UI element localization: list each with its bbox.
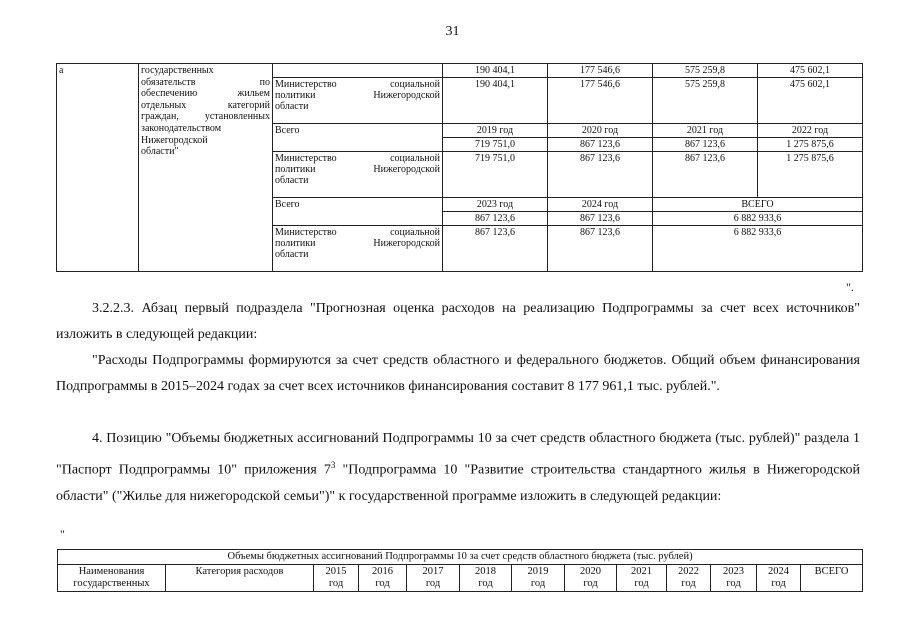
total-label: Всего xyxy=(273,198,443,226)
table-title: Объемы бюджетных ассигнований Подпрограммы 10 за счет средств областного бюджета (тыс. рублей) xyxy=(58,550,863,565)
paragraph-item-4: 4. Позицию "Объемы бюджетных ассигнований Подпрограммы 10 за счет средств областного бюджета (тыс. рублей)" раздела 1 "Паспорт Подпрограммы 10" приложения $7^3$ "Подпрограмма 10 "Развитие строительства стандартного жилья в Нижегородской области" ("Жилье для нижегородской семьи")" к государственной программе изложить в следующей редакции: xyxy=(56,431,860,504)
value-cell: 575 259,8 xyxy=(653,64,758,78)
paragraph-expenses-quote: "Расходы Подпрограммы формируются за счет средств областного и федерального бюджетов. Общий объем финансирования Подпрограммы в 2015–2024 годах за счет всех источников финансирования составит 8 177 961,1 тыс. рублей.". xyxy=(56,353,860,394)
header-year: 2018 год xyxy=(460,565,512,592)
value-cell: 867 123,6 xyxy=(548,152,653,198)
value-cell: 190 404,1 xyxy=(443,64,548,78)
funding-table-continued xyxy=(56,63,863,272)
header-year: 2019 год xyxy=(512,565,565,592)
value-cell: 719 751,0 xyxy=(443,138,548,152)
value-cell: 475 602,1 xyxy=(758,64,863,78)
header-total: ВСЕГО xyxy=(801,565,863,592)
closing-quote-mark: ". xyxy=(846,280,854,294)
value-cell: 575 259,8 xyxy=(653,78,758,124)
header-year: 2021 год xyxy=(617,565,667,592)
total-label: Всего xyxy=(273,124,443,152)
header-year: 2015 год xyxy=(314,565,359,592)
header-year: 2023 год xyxy=(711,565,757,592)
grand-total-value: 6 882 933,6 xyxy=(653,226,863,272)
year-cell: 2023 год xyxy=(443,198,548,212)
paragraph-3-2-2-3: 3.2.2.3. Абзац первый подраздела "Прогнозная оценка расходов на реализацию Подпрограммы за счет всех источников" изложить в следующей редакции: xyxy=(56,301,860,342)
value-cell: 1 275 875,6 xyxy=(758,138,863,152)
value-cell: 1 275 875,6 xyxy=(758,152,863,198)
header-name: Наименования государственных xyxy=(58,565,166,592)
value-cell: 719 751,0 xyxy=(443,152,548,198)
year-cell: 2019 год xyxy=(443,124,548,138)
year-cell: 2020 год xyxy=(548,124,653,138)
value-cell: 867 123,6 xyxy=(548,212,653,226)
header-year: 2024 год xyxy=(757,565,801,592)
value-cell: 177 546,6 xyxy=(548,64,653,78)
grand-total-value: 6 882 933,6 xyxy=(653,212,863,226)
ministry-label: Министерство социальной политики Нижегородской области xyxy=(273,78,443,124)
value-cell: 867 123,6 xyxy=(443,212,548,226)
value-cell: 190 404,1 xyxy=(443,78,548,124)
header-year: 2017 год xyxy=(407,565,460,592)
value-cell: 177 546,6 xyxy=(548,78,653,124)
value-cell: 867 123,6 xyxy=(653,152,758,198)
grand-total-header: ВСЕГО xyxy=(653,198,863,212)
cell-empty xyxy=(273,64,443,78)
ministry-label: Министерство социальной политики Нижегородской области xyxy=(273,152,443,198)
value-cell: 867 123,6 xyxy=(653,138,758,152)
year-cell: 2021 год xyxy=(653,124,758,138)
cell-expense-category: государственных обязательств по обеспечению жильем отдельных категорий граждан, установленных законодательством Нижегородской области" xyxy=(139,64,273,272)
header-year: 2016 год xyxy=(359,565,407,592)
header-year: 2020 год xyxy=(565,565,617,592)
value-cell: 867 123,6 xyxy=(548,226,653,272)
cell-letter: а xyxy=(57,64,139,272)
value-cell: 867 123,6 xyxy=(548,138,653,152)
year-cell: 2022 год xyxy=(758,124,863,138)
budget-allocations-table xyxy=(57,549,863,592)
header-category: Категория расходов xyxy=(166,565,314,592)
header-year: 2022 год xyxy=(667,565,711,592)
value-cell: 867 123,6 xyxy=(443,226,548,272)
year-cell: 2024 год xyxy=(548,198,653,212)
page-number: 31 xyxy=(445,24,460,39)
opening-quote-mark: " xyxy=(60,527,65,541)
ministry-label: Министерство социальной политики Нижегородской области xyxy=(273,226,443,272)
value-cell: 475 602,1 xyxy=(758,78,863,124)
